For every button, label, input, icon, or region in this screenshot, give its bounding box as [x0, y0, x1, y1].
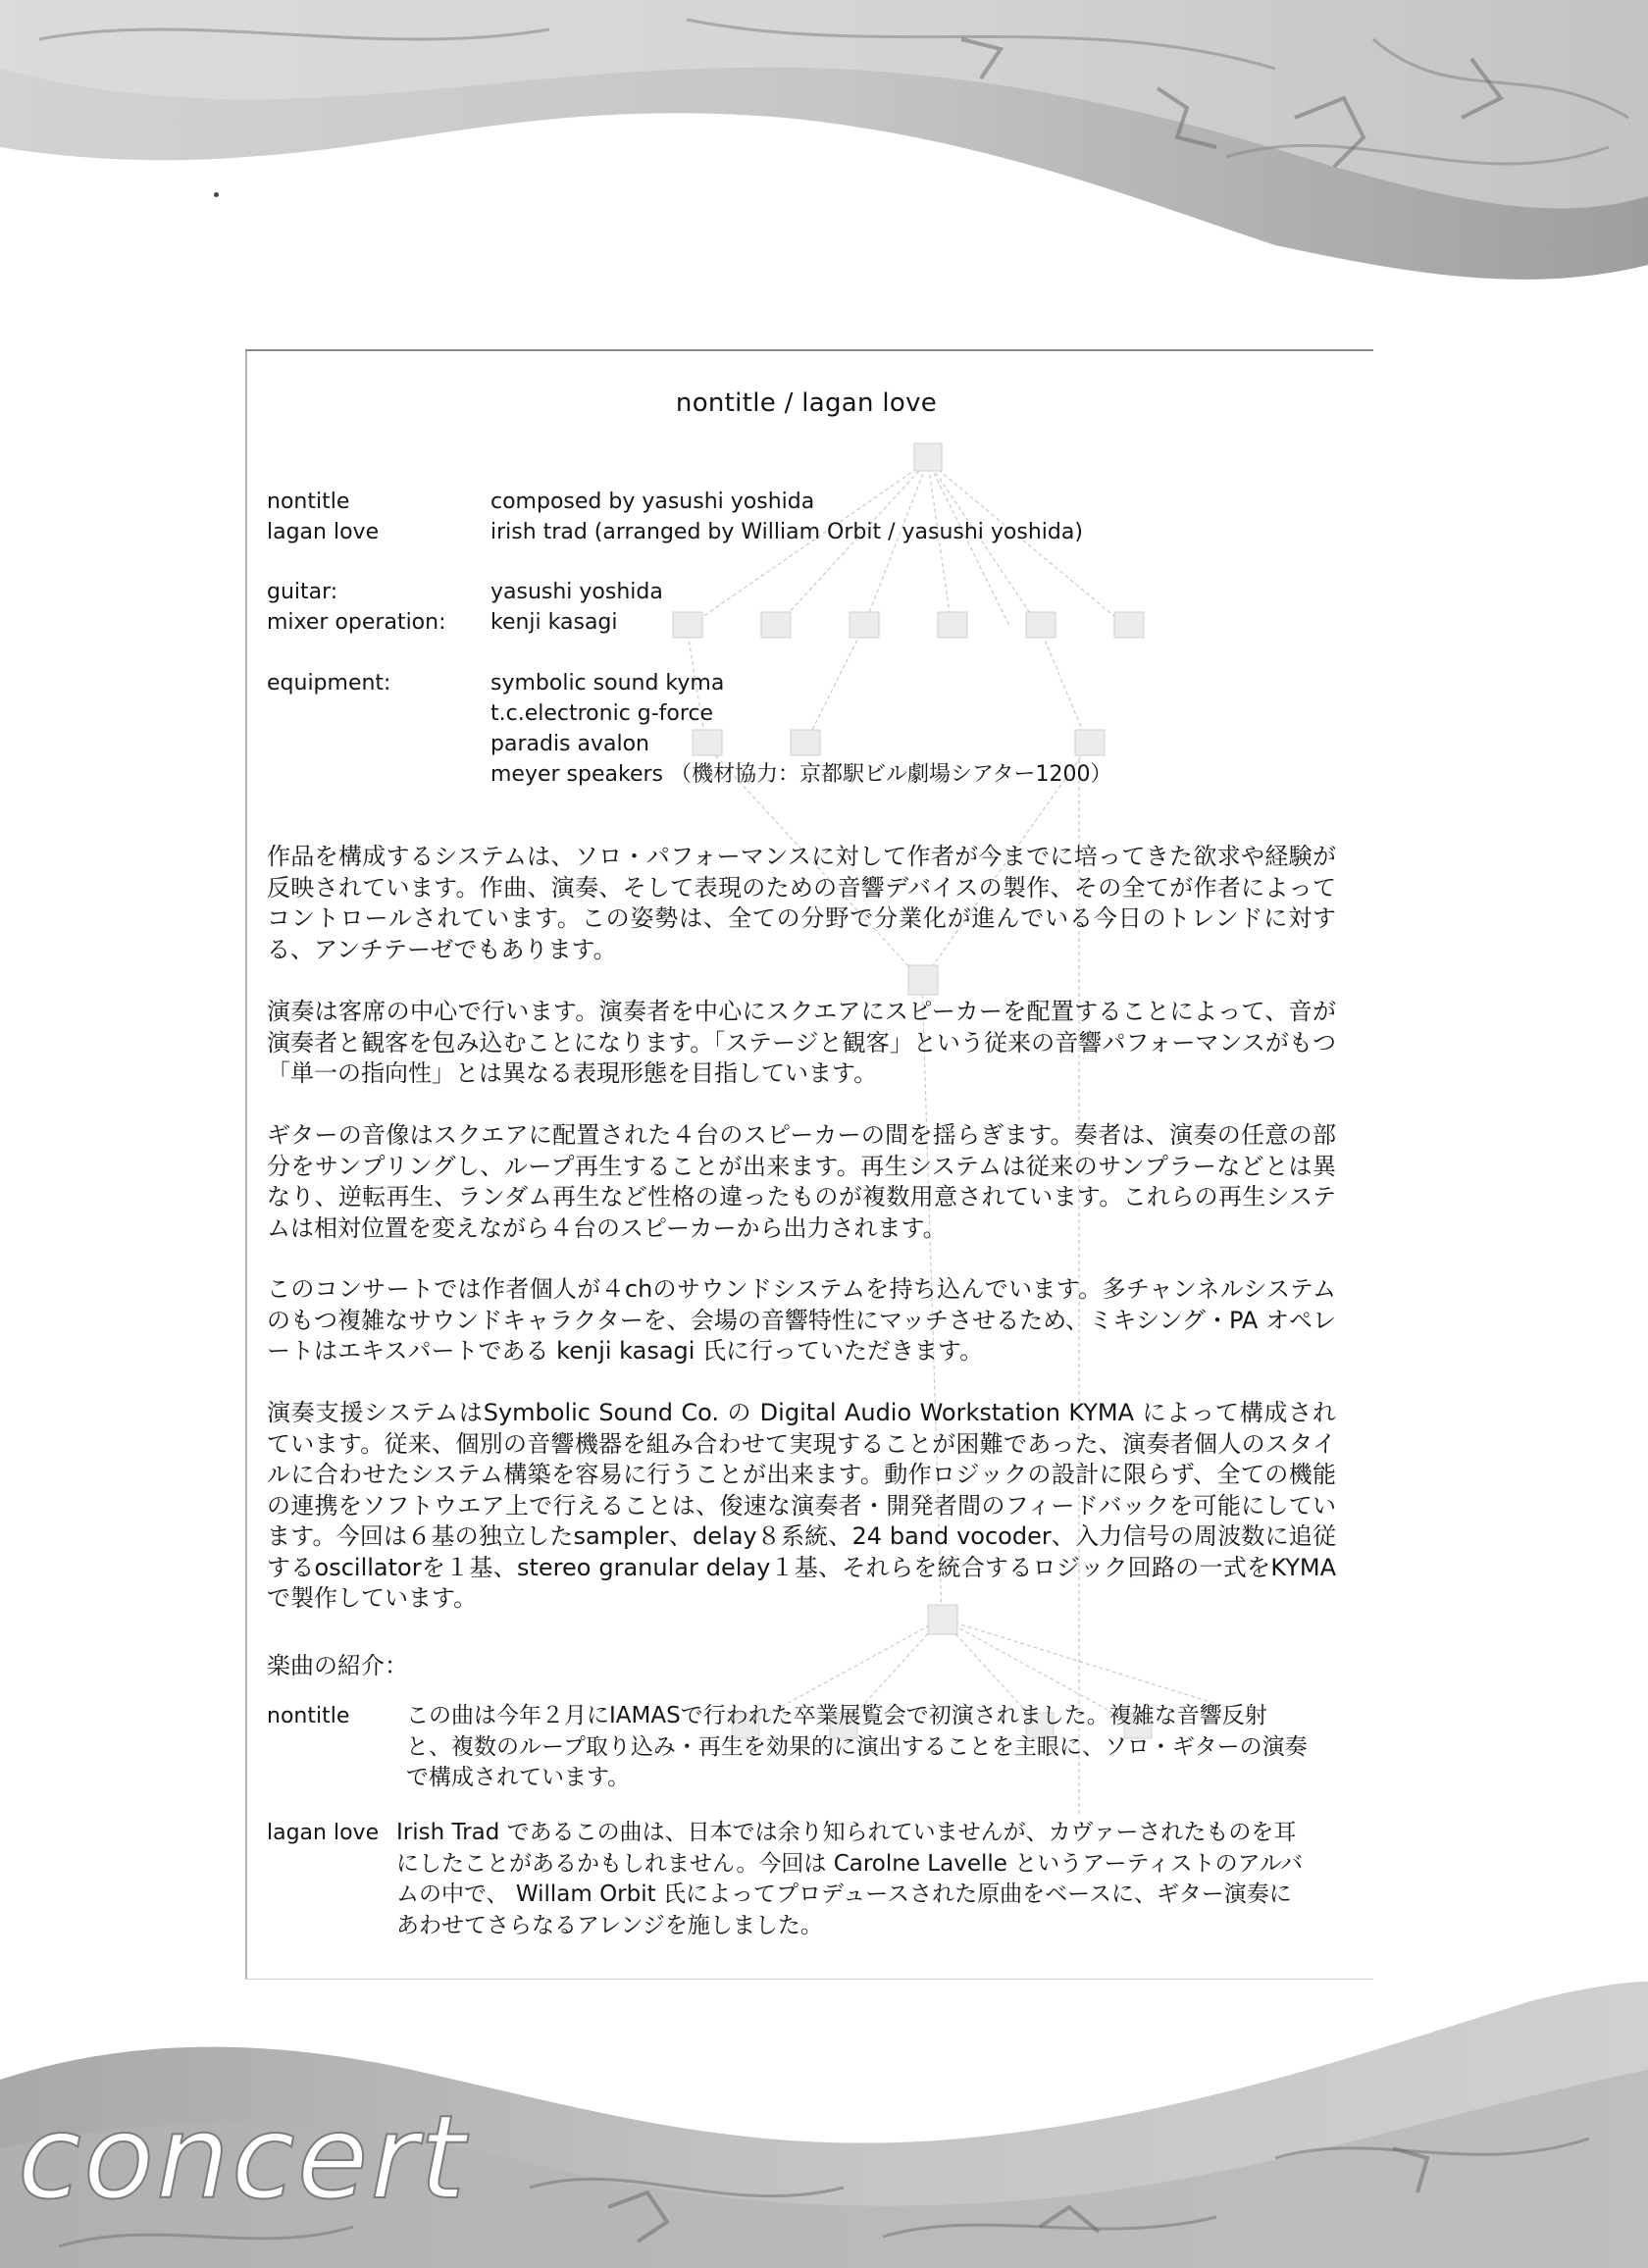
credit-value: irish trad (arranged by William Orbit / yasushi yoshida) — [490, 520, 1083, 544]
equipment-row-2 — [267, 698, 1111, 729]
credit-row-mixer — [267, 607, 663, 638]
equipment-item: paradis avalon — [490, 732, 650, 756]
pieces-heading: 楽曲の紹介： — [267, 1652, 408, 1679]
top-wave-decoration — [0, 0, 1648, 280]
equipment-row-1 — [267, 668, 1111, 698]
paragraph-performance: 演奏は客席の中心で行います。演奏者を中心にスクエアにスピーカーを配置することによって、音が演奏者と観客を包み込むことになります。「ステージと観客」という従来の音響パフォーマンスがもつ「単一の指向性」とは異なる表現形態を目指しています。 — [267, 998, 1336, 1087]
equipment-block — [267, 668, 1111, 790]
credit-key: equipment: — [267, 671, 391, 696]
piece-description: Irish Trad であるこの曲は、日本では余り知られていませんが、カヴァーされたものを耳にしたことがあるかもしれません。今回は Carolne Lavelle というアーティストのアルバムの中で、 Willam Orbit 氏によってプロデュースされた原曲をベースに、ギター演奏にあわせてさらなるアレンジを施しました。 — [396, 1820, 1304, 1938]
paragraph-kyma: 演奏支援システムはSymbolic Sound Co. の Digital Audio Workstation KYMA によって構成されています。従来、個別の音響機器を組み合わせて実現することが困難であった、演奏者個人のスタイルに合わせたシステム構築を容易に行うことが出来ます。動作ロジックの設計に限らず、全ての機能の連携をソフトウエア上で行えることは、俊速な演奏者・開発者間のフィードバックを可能にしています。今回は６基の独立したsampler、delay８系統、24 band vocoder、入力信号の周波数に追従するoscillatorを１基、stereo granular delay１基、それらを統合するロジック回路の一式をKYMAで製作しています。 — [267, 1399, 1336, 1612]
paragraph-sound-image: ギターの音像はスクエアに配置された４台のスピーカーの間を揺らぎます。奏者は、演奏の任意の部分をサンプリングし、ループ再生することが出来ます。再生システムは従来のサンプラーなどとは異なり、逆転再生、ランダム再生など性格の違ったものが複数用意されています。これらの再生システムは相対位置を変えながら４台のスピーカーから出力されます。 — [267, 1121, 1336, 1242]
concert-logo-text: concert — [18, 2089, 468, 2225]
frame-left-border — [245, 351, 247, 1980]
credit-row-nontitle — [267, 487, 1083, 517]
equipment-item: meyer speakers （機材協力：京都駅ビル劇場シアター1200） — [490, 762, 1112, 787]
performers-block — [267, 577, 663, 638]
credit-value: composed by yasushi yoshida — [490, 490, 815, 514]
credit-value: kenji kasagi — [490, 610, 618, 635]
equipment-item: t.c.electronic g-force — [490, 701, 714, 726]
credit-key: nontitle — [267, 490, 350, 514]
credit-value: yasushi yoshida — [490, 580, 663, 604]
credit-key: mixer operation: — [267, 610, 446, 635]
piece-name: lagan love — [267, 1821, 380, 1845]
credit-row-lagan-love — [267, 517, 1083, 547]
equipment-item: symbolic sound kyma — [490, 671, 725, 696]
paragraph-sound-system: このコンサートでは作者個人が４chのサウンドシステムを持ち込んでいます。多チャンネルシステムのもつ複雑なサウンドキャラクターを、会場の音響特性にマッチさせるため、ミキシング・PA オペレートはエキスパートである kenji kasagi 氏に行っていただきます。 — [267, 1275, 1336, 1365]
equipment-row-4 — [267, 759, 1111, 790]
credit-row-guitar — [267, 577, 663, 607]
speck — [214, 192, 219, 197]
credit-key: guitar: — [267, 580, 338, 604]
page-title: nontitle / lagan love — [675, 388, 938, 418]
piece-name: nontitle — [267, 1704, 350, 1728]
piece-description: この曲は今年２月にIAMASで行われた卒業展覧会で初演されました。複雑な音響反射と、複数のループ取り込み・再生を効果的に演出することを主眼に、ソロ・ギターの演奏で構成されています。 — [406, 1703, 1308, 1790]
equipment-row-3 — [267, 729, 1111, 759]
credit-key: lagan love — [267, 520, 380, 544]
frame-bottom-border — [245, 1979, 1373, 1980]
paragraph-system: 作品を構成するシステムは、ソロ・パフォーマンスに対して作者が今までに培ってきた欲求や経験が反映されています。作曲、演奏、そして表現のための音響デバイスの製作、その全てが作者によってコントロールされています。この姿勢は、全ての分野で分業化が進んでいる今日のトレンドに対する、アンチテーゼでもあります。 — [267, 843, 1336, 963]
credits-block — [267, 487, 1083, 547]
